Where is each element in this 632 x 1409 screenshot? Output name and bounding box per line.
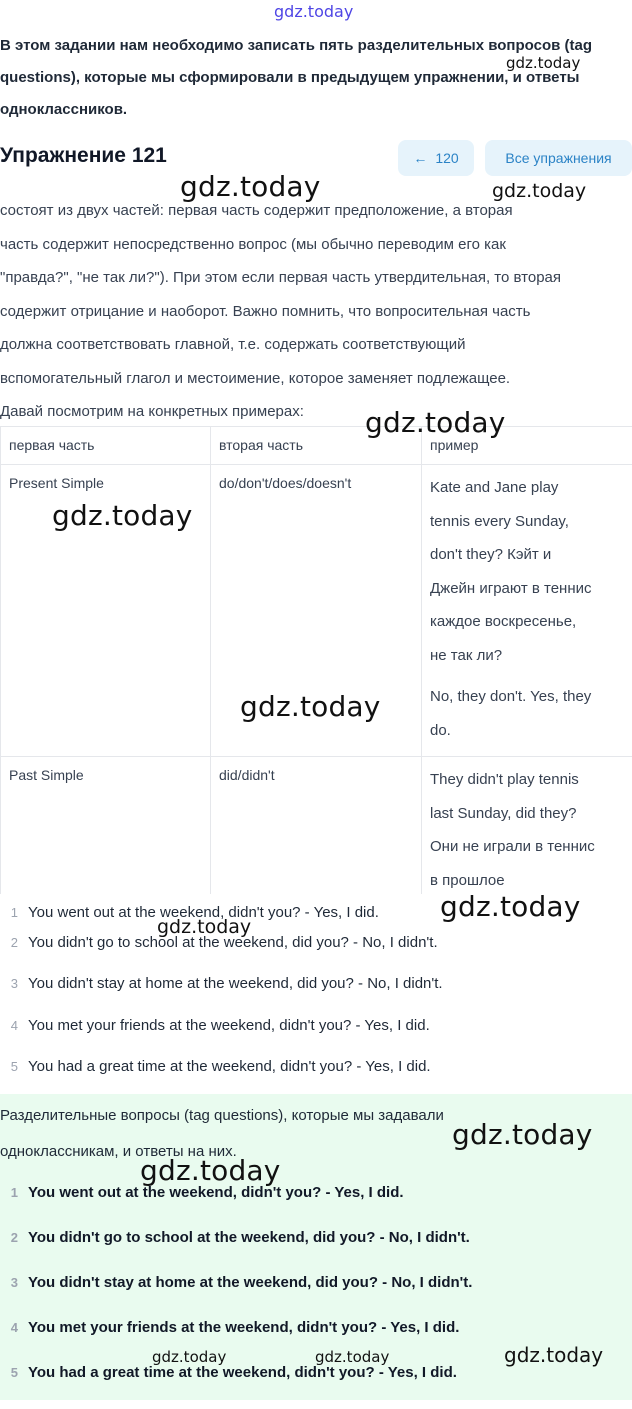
list-item-text: You went out at the weekend, didn't you? - Yes, I did. — [28, 1184, 404, 1201]
list-item — [0, 1364, 632, 1409]
example-line: Они не играли в теннис — [430, 830, 624, 864]
watermark: gdz.today — [506, 54, 580, 72]
list-item-text: You didn't stay at home at the weekend, did you? - No, I didn't. — [28, 975, 443, 992]
list-item-text: You didn't go to school at the weekend, did you? - No, I didn't. — [28, 1229, 470, 1246]
theory-line: часть содержит непосредственно вопрос (мы обычно переводим его как — [0, 228, 632, 262]
answer-intro-line: Разделительные вопросы (tag questions), которые мы задавали — [0, 1098, 444, 1134]
all-exercises-button[interactable]: Все упражнения — [485, 140, 632, 176]
table-header-row — [1, 427, 632, 465]
list-item-number: 5 — [0, 1059, 28, 1074]
table-header-example: пример — [422, 427, 632, 465]
watermark: gdz.today — [492, 180, 586, 202]
list-item-number: 1 — [0, 1185, 28, 1200]
previous-exercise-button[interactable] — [398, 140, 474, 176]
watermark: gdz.today — [52, 499, 193, 532]
list-item-number: 2 — [0, 935, 28, 950]
watermark: gdz.today — [240, 690, 381, 723]
list-item-number: 4 — [0, 1018, 28, 1033]
example-line: в прошлое — [430, 864, 624, 895]
list-item-number: 1 — [0, 905, 28, 920]
watermark: gdz.today — [180, 170, 321, 203]
table-cell-example — [422, 465, 632, 757]
arrow-left-icon: ← — [413, 150, 427, 166]
example-line: don't they? Кэйт и — [430, 538, 624, 572]
list-item-text: You met your friends at the weekend, didn't you? - Yes, I did. — [28, 1017, 430, 1034]
watermark: gdz.today — [315, 1348, 389, 1366]
theory-line: должна соответствовать главной, т.е. содержать соответствующий — [0, 328, 632, 362]
table-header-first: первая часть — [1, 427, 211, 465]
intro-text: В этом задании нам необходимо записать пять разделительных вопросов (tag questions), которые мы сформировали в предыдущем упражнении, и ответы одноклассников. — [0, 30, 620, 126]
watermark: gdz.today — [440, 890, 581, 923]
theory-line: "правда?", "не так ли?"). При этом если первая часть утвердительная, то вторая — [0, 261, 632, 295]
list-item-number: 3 — [0, 976, 28, 991]
list-item — [0, 1017, 632, 1059]
answer-line: No, they don't. Yes, they — [430, 680, 624, 714]
list-item-text: You went out at the weekend, didn't you? - Yes, I did. — [28, 904, 379, 921]
example-line: last Sunday, did they? — [430, 797, 624, 831]
list-item-number: 5 — [0, 1365, 28, 1380]
theory-text — [0, 194, 632, 429]
list-item — [0, 1274, 632, 1319]
list-item-number: 3 — [0, 1275, 28, 1290]
watermark: gdz.today — [452, 1118, 593, 1151]
list-item-text: You didn't go to school at the weekend, did you? - No, I didn't. — [28, 934, 438, 951]
example-line: Kate and Jane play — [430, 471, 624, 505]
theory-line: вспомогательный глагол и местоимение, которое заменяет подлежащее. — [0, 362, 632, 396]
table-cell-first: Past Simple — [1, 757, 211, 895]
example-line: Джейн играют в теннис — [430, 572, 624, 606]
exercise-title: Упражнение 121 — [0, 144, 167, 168]
watermark-top: gdz.today — [274, 2, 353, 21]
example-line: не так ли? — [430, 639, 624, 673]
list-item-number: 4 — [0, 1320, 28, 1335]
list-item — [0, 1229, 632, 1274]
grammar-table — [0, 426, 632, 894]
watermark: gdz.today — [140, 1154, 281, 1187]
list-item — [0, 934, 632, 976]
watermark: gdz.today — [157, 916, 251, 938]
watermark: gdz.today — [365, 406, 506, 439]
table-cell-first: Present Simple — [1, 465, 211, 757]
example-line: They didn't play tennis — [430, 763, 624, 797]
table-cell-example — [422, 757, 632, 895]
grammar-table-wrapper — [0, 426, 632, 894]
example-line: tennis every Sunday, — [430, 505, 624, 539]
list-item-text: You didn't stay at home at the weekend, did you? - No, I didn't. — [28, 1274, 472, 1291]
list-item — [0, 1184, 632, 1229]
table-header-second: вторая часть — [211, 427, 422, 465]
table-cell-second: did/didn't — [211, 757, 422, 895]
theory-line: Давай посмотрим на конкретных примерах: — [0, 395, 632, 429]
list-item-number: 2 — [0, 1230, 28, 1245]
table-cell-second: do/don't/does/doesn't — [211, 465, 422, 757]
answer-line: do. — [430, 714, 624, 748]
watermark: gdz.today — [504, 1343, 603, 1367]
questions-list — [0, 892, 632, 1100]
previous-exercise-label: 120 — [435, 150, 458, 166]
list-item-text: You had a great time at the weekend, didn't you? - Yes, I did. — [28, 1364, 457, 1381]
table-row — [1, 757, 632, 895]
theory-line: содержит отрицание и наоборот. Важно помнить, что вопросительная часть — [0, 295, 632, 329]
answers-list — [0, 1184, 632, 1409]
answer-intro-line: одноклассникам, и ответы на них. — [0, 1134, 444, 1170]
watermark: gdz.today — [152, 1348, 226, 1366]
example-line: каждое воскресенье, — [430, 605, 624, 639]
list-item-text: You met your friends at the weekend, didn't you? - Yes, I did. — [28, 1319, 459, 1336]
theory-line: состоят из двух частей: первая часть содержит предположение, а вторая — [0, 194, 632, 228]
list-item-text: You had a great time at the weekend, didn't you? - Yes, I did. — [28, 1058, 431, 1075]
list-item — [0, 975, 632, 1017]
